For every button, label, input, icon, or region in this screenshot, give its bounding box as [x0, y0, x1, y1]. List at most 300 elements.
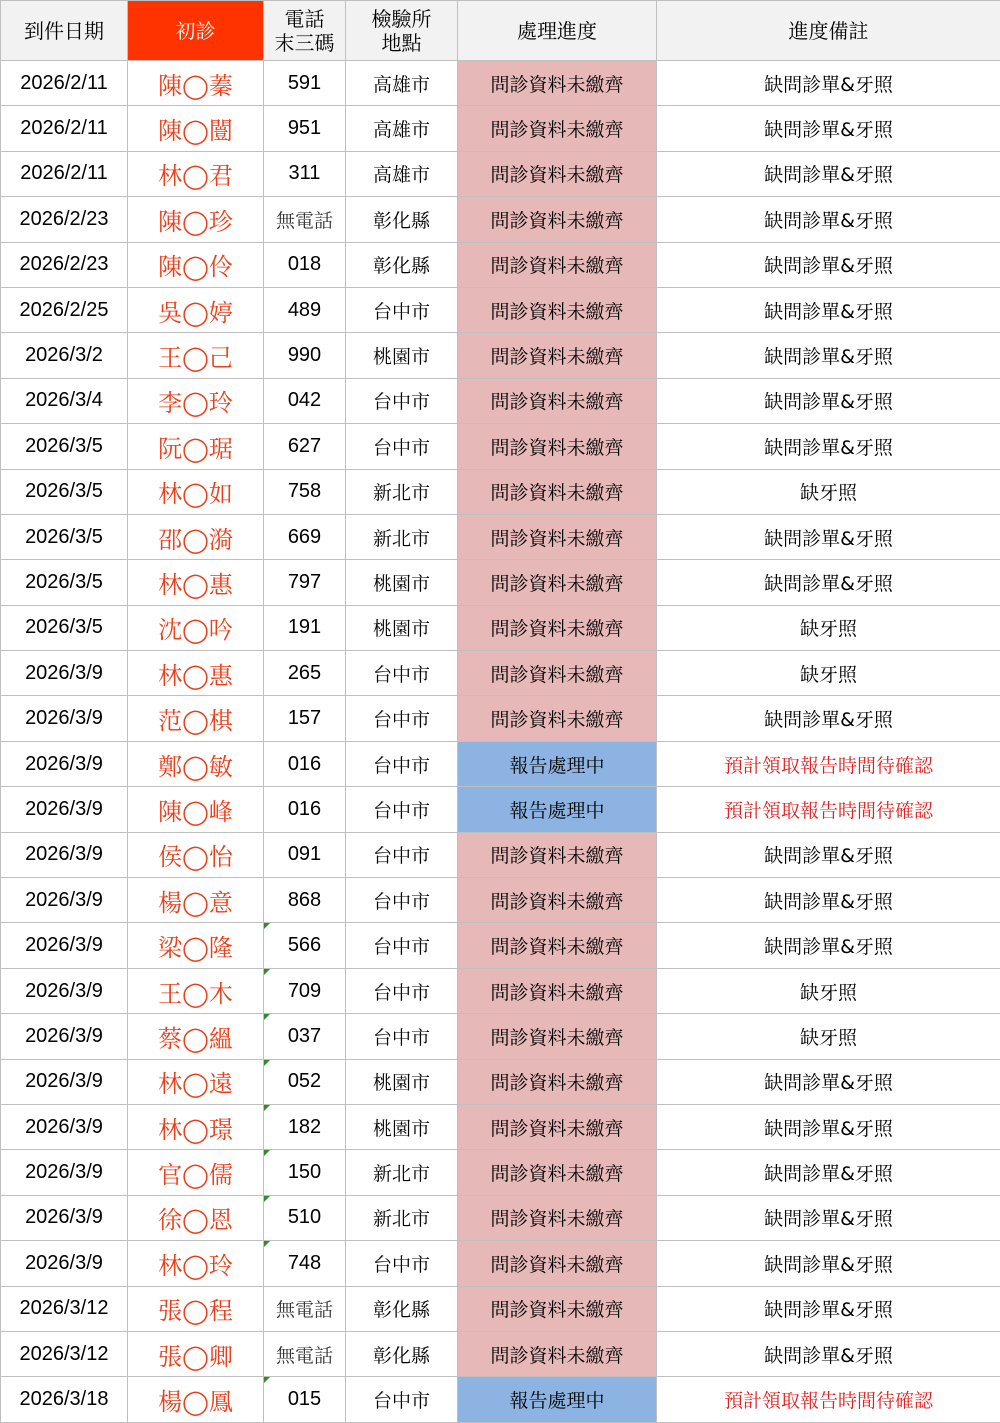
table-row: [1, 287, 1000, 332]
header-phone-line2: 末三碼: [274, 30, 335, 55]
row-date: [1, 1150, 128, 1195]
row-note: [657, 424, 1000, 469]
row-phone-text: 052: [287, 1070, 322, 1093]
row-status: [458, 741, 657, 786]
row-date-text: 2026/3/5: [25, 525, 103, 548]
row-status-text: 問診資料未繳齊: [490, 1299, 624, 1322]
row-note: [657, 1059, 1000, 1104]
row-name: [128, 1104, 264, 1149]
row-date: [1, 1241, 128, 1286]
table-row: [1, 832, 1000, 877]
row-date: [1, 832, 128, 877]
row-date-text: 2026/3/5: [25, 434, 103, 457]
table-row: [1, 605, 1000, 650]
row-status: [458, 605, 657, 650]
row-note: [657, 242, 1000, 287]
row-phone: [264, 61, 346, 106]
row-name: [128, 787, 264, 832]
row-date: [1, 333, 128, 378]
row-note: [657, 378, 1000, 423]
row-date: [1, 378, 128, 423]
row-phone: [264, 151, 346, 196]
row-note: [657, 514, 1000, 559]
table-row: [1, 1014, 1000, 1059]
row-date-text: 2026/2/11: [20, 71, 108, 94]
row-phone-text: 015: [287, 1388, 322, 1411]
row-status: [458, 242, 657, 287]
row-name: [128, 651, 264, 696]
header-place: [346, 1, 458, 61]
row-name: [128, 1331, 264, 1376]
row-place-text: 高雄市: [372, 164, 430, 187]
row-status-text: 問診資料未繳齊: [490, 572, 624, 595]
row-name-text: 楊◯意: [158, 888, 233, 917]
row-status: [458, 1377, 657, 1422]
row-name-text: 林◯遠: [158, 1070, 233, 1099]
row-name-text: 陳◯伶: [158, 253, 233, 282]
row-note: [657, 469, 1000, 514]
row-name-text: 林◯君: [158, 162, 233, 191]
row-name: [128, 1059, 264, 1104]
row-place: [346, 242, 458, 287]
cell-comment-marker-icon: [264, 1060, 270, 1066]
row-date: [1, 61, 128, 106]
row-status-text: 報告處理中: [509, 754, 605, 777]
row-phone: [264, 469, 346, 514]
row-note-text: 缺問診單&牙照: [764, 527, 893, 550]
row-note-text: 缺問診單&牙照: [764, 300, 893, 323]
row-date-text: 2026/2/11: [20, 162, 108, 185]
row-name: [128, 1241, 264, 1286]
row-place-text: 台中市: [372, 754, 430, 777]
row-status-text: 問診資料未繳齊: [490, 936, 624, 959]
row-place: [346, 968, 458, 1013]
row-phone: [264, 1377, 346, 1422]
cell-comment-marker-icon: [264, 969, 270, 975]
table-row: [1, 1241, 1000, 1286]
header-phone: [264, 1, 346, 61]
row-note-text: 缺問診單&牙照: [764, 1344, 893, 1367]
row-status-text: 問診資料未繳齊: [490, 527, 624, 550]
row-place-text: 台中市: [372, 436, 430, 459]
row-phone-text: 265: [287, 661, 322, 684]
cell-comment-marker-icon: [264, 923, 270, 929]
row-date: [1, 923, 128, 968]
row-name-text: 陳◯蓁: [158, 71, 233, 100]
row-date: [1, 424, 128, 469]
row-name: [128, 832, 264, 877]
row-note-text: 缺牙照: [799, 663, 857, 686]
header-row: [1, 1, 1000, 61]
row-phone: [264, 1059, 346, 1104]
row-name-text: 阮◯琚: [158, 434, 233, 463]
row-note-text: 缺問診單&牙照: [764, 1299, 893, 1322]
row-name: [128, 1014, 264, 1059]
row-place-text: 彰化縣: [372, 255, 430, 278]
row-name: [128, 1286, 264, 1331]
row-name: [128, 469, 264, 514]
row-note-text: 缺問診單&牙照: [764, 572, 893, 595]
row-date-text: 2026/3/18: [19, 1388, 109, 1411]
row-place: [346, 651, 458, 696]
row-date: [1, 1331, 128, 1376]
table-row: [1, 878, 1000, 923]
row-date-text: 2026/3/2: [25, 344, 103, 367]
row-name-text: 陳◯峰: [158, 797, 233, 826]
row-note-text: 缺牙照: [799, 618, 857, 641]
row-place-text: 桃園市: [372, 618, 430, 641]
row-note: [657, 605, 1000, 650]
row-note-text: 缺牙照: [799, 482, 857, 505]
row-date-text: 2026/2/25: [19, 298, 109, 321]
row-name-text: 沈◯吟: [158, 616, 233, 645]
row-place: [346, 151, 458, 196]
row-name-text: 侯◯怡: [158, 843, 233, 872]
row-place: [346, 787, 458, 832]
row-status-text: 問診資料未繳齊: [490, 164, 624, 187]
row-note: [657, 968, 1000, 1013]
row-status: [458, 1059, 657, 1104]
row-phone: [264, 878, 346, 923]
row-date: [1, 878, 128, 923]
row-phone-text: 037: [287, 1024, 322, 1047]
row-phone: [264, 424, 346, 469]
row-status-text: 問診資料未繳齊: [490, 1026, 624, 1049]
header-name: 初診: [128, 1, 264, 61]
row-phone-text: 566: [287, 934, 322, 957]
row-place-text: 彰化縣: [372, 1299, 430, 1322]
row-name-text: 蔡◯縕: [158, 1024, 233, 1053]
row-status: [458, 832, 657, 877]
table-row: [1, 1377, 1000, 1422]
row-note: [657, 696, 1000, 741]
row-phone-text: 669: [287, 525, 322, 548]
row-phone-text: 150: [287, 1161, 322, 1184]
row-note: [657, 106, 1000, 151]
row-date: [1, 1059, 128, 1104]
table-row: [1, 106, 1000, 151]
row-name: [128, 333, 264, 378]
row-date: [1, 1014, 128, 1059]
row-phone-text: 709: [287, 979, 322, 1002]
row-place-text: 新北市: [372, 1163, 430, 1186]
table-row: [1, 1331, 1000, 1376]
row-phone-text: 510: [287, 1206, 322, 1229]
row-place-text: 台中市: [372, 300, 430, 323]
row-date-text: 2026/3/9: [25, 1070, 103, 1093]
row-place-text: 台中市: [372, 799, 430, 822]
row-place: [346, 923, 458, 968]
row-place-text: 台中市: [372, 391, 430, 414]
row-status-text: 問診資料未繳齊: [490, 663, 624, 686]
row-phone-text: 無電話: [275, 209, 333, 232]
row-name: [128, 1377, 264, 1422]
table-row: [1, 333, 1000, 378]
row-phone-text: 無電話: [275, 1344, 333, 1367]
row-place: [346, 514, 458, 559]
row-date: [1, 696, 128, 741]
row-date-text: 2026/3/12: [19, 1342, 109, 1365]
row-note-text: 缺問診單&牙照: [764, 209, 893, 232]
row-name: [128, 378, 264, 423]
row-phone: [264, 514, 346, 559]
row-place-text: 台中市: [372, 1390, 430, 1413]
row-date-text: 2026/3/5: [25, 616, 103, 639]
row-note: [657, 1286, 1000, 1331]
row-name: [128, 605, 264, 650]
row-phone: [264, 242, 346, 287]
row-status: [458, 923, 657, 968]
row-name: [128, 741, 264, 786]
row-place-text: 彰化縣: [372, 209, 430, 232]
row-place: [346, 560, 458, 605]
row-phone-text: 016: [287, 752, 322, 775]
row-phone: [264, 1241, 346, 1286]
row-phone-text: 627: [287, 434, 322, 457]
row-note: [657, 1195, 1000, 1240]
row-phone-text: 868: [287, 888, 322, 911]
row-note-text: 缺問診單&牙照: [764, 709, 893, 732]
table-row: [1, 151, 1000, 196]
row-status: [458, 968, 657, 1013]
row-phone-text: 990: [287, 344, 322, 367]
row-status: [458, 696, 657, 741]
row-place: [346, 696, 458, 741]
table-row: [1, 1150, 1000, 1195]
row-place: [346, 1104, 458, 1149]
row-status: [458, 878, 657, 923]
row-date-text: 2026/3/12: [19, 1297, 109, 1320]
row-status: [458, 1286, 657, 1331]
row-phone: [264, 287, 346, 332]
row-status-text: 問診資料未繳齊: [490, 618, 624, 641]
row-date: [1, 968, 128, 1013]
cell-comment-marker-icon: [264, 1241, 270, 1247]
row-phone: [264, 106, 346, 151]
row-phone-text: 無電話: [275, 1299, 333, 1322]
row-status-text: 問診資料未繳齊: [490, 300, 624, 323]
row-status: [458, 1014, 657, 1059]
row-place: [346, 1014, 458, 1059]
row-name-text: 李◯玲: [158, 389, 233, 418]
row-place: [346, 605, 458, 650]
row-place-text: 桃園市: [372, 1072, 430, 1095]
row-note: [657, 878, 1000, 923]
row-date: [1, 787, 128, 832]
row-name-text: 林◯玲: [158, 1251, 233, 1280]
row-status-text: 報告處理中: [509, 1390, 605, 1413]
row-name: [128, 514, 264, 559]
row-place: [346, 469, 458, 514]
table-row: [1, 1059, 1000, 1104]
row-note: [657, 287, 1000, 332]
row-place: [346, 197, 458, 242]
row-status: [458, 1195, 657, 1240]
row-date-text: 2026/3/9: [25, 888, 103, 911]
row-phone: [264, 378, 346, 423]
row-date-text: 2026/3/9: [25, 707, 103, 730]
row-status: [458, 197, 657, 242]
cell-comment-marker-icon: [264, 1196, 270, 1202]
row-name-text: 梁◯隆: [158, 934, 233, 963]
row-place: [346, 878, 458, 923]
row-date-text: 2026/3/9: [25, 1115, 103, 1138]
row-status-text: 問診資料未繳齊: [490, 119, 624, 142]
row-place-text: 新北市: [372, 482, 430, 505]
row-place: [346, 832, 458, 877]
row-name: [128, 106, 264, 151]
row-phone-text: 489: [287, 298, 322, 321]
row-phone: [264, 605, 346, 650]
row-phone-text: 091: [287, 843, 322, 866]
row-place-text: 新北市: [372, 1208, 430, 1231]
row-date: [1, 197, 128, 242]
row-date: [1, 1195, 128, 1240]
row-note-text: 缺問診單&牙照: [764, 436, 893, 459]
row-name-text: 吳◯婷: [158, 298, 233, 327]
row-phone-text: 591: [287, 71, 322, 94]
row-name: [128, 1195, 264, 1240]
table-row: [1, 968, 1000, 1013]
row-note: [657, 1014, 1000, 1059]
table-row: [1, 560, 1000, 605]
row-status: [458, 469, 657, 514]
row-status: [458, 514, 657, 559]
row-status-text: 問診資料未繳齊: [490, 1208, 624, 1231]
row-phone: [264, 968, 346, 1013]
row-note-text: 缺問診單&牙照: [764, 845, 893, 868]
row-note: [657, 741, 1000, 786]
row-phone-text: 018: [287, 253, 322, 276]
header-place-line2: 地點: [381, 30, 422, 55]
row-phone: [264, 1014, 346, 1059]
table-row: [1, 923, 1000, 968]
row-place: [346, 1059, 458, 1104]
table-body: [1, 61, 1000, 1423]
row-name: [128, 1150, 264, 1195]
row-name-text: 張◯卿: [158, 1342, 233, 1371]
row-status-text: 問診資料未繳齊: [490, 890, 624, 913]
row-note: [657, 333, 1000, 378]
row-place: [346, 741, 458, 786]
row-date-text: 2026/3/4: [25, 389, 103, 412]
row-note-text: 缺問診單&牙照: [764, 1163, 893, 1186]
row-place-text: 台中市: [372, 663, 430, 686]
row-phone-text: 016: [287, 797, 322, 820]
row-date-text: 2026/3/9: [25, 1251, 103, 1274]
row-status: [458, 106, 657, 151]
row-place: [346, 1150, 458, 1195]
row-note-text: 缺問診單&牙照: [764, 255, 893, 278]
row-note-text: 缺問診單&牙照: [764, 346, 893, 369]
row-note-text: 缺牙照: [799, 1026, 857, 1049]
row-status-text: 問診資料未繳齊: [490, 845, 624, 868]
row-name-text: 邵◯漪: [158, 525, 233, 554]
row-date-text: 2026/3/5: [25, 570, 103, 593]
row-phone: [264, 651, 346, 696]
row-phone: [264, 560, 346, 605]
row-date: [1, 242, 128, 287]
row-date-text: 2026/3/9: [25, 843, 103, 866]
row-phone: [264, 1286, 346, 1331]
table-row: [1, 787, 1000, 832]
row-name-text: 林◯惠: [158, 570, 233, 599]
row-place-text: 台中市: [372, 981, 430, 1004]
row-date-text: 2026/3/5: [25, 480, 103, 503]
row-place-text: 台中市: [372, 936, 430, 959]
header-note: 進度備註: [657, 1, 1000, 61]
row-name-text: 楊◯鳳: [158, 1388, 233, 1417]
row-note-text: 缺問診單&牙照: [764, 164, 893, 187]
row-note: [657, 832, 1000, 877]
table-row: [1, 741, 1000, 786]
row-note: [657, 1241, 1000, 1286]
header-date: 到件日期: [1, 1, 128, 61]
row-date-text: 2026/3/9: [25, 661, 103, 684]
row-name-text: 張◯程: [158, 1297, 233, 1326]
row-place-text: 桃園市: [372, 1117, 430, 1140]
row-place: [346, 1286, 458, 1331]
header-status: 處理進度: [458, 1, 657, 61]
row-date-text: 2026/3/9: [25, 934, 103, 957]
table-row: [1, 696, 1000, 741]
row-name-text: 徐◯恩: [158, 1206, 233, 1235]
row-place: [346, 287, 458, 332]
row-status: [458, 287, 657, 332]
row-note-text: 缺問診單&牙照: [764, 119, 893, 142]
row-phone-text: 797: [287, 570, 322, 593]
row-phone: [264, 696, 346, 741]
row-note-text: 缺問診單&牙照: [764, 1208, 893, 1231]
row-note-text: 預計領取報告時間待確認: [723, 1390, 933, 1413]
row-status-text: 問診資料未繳齊: [490, 1072, 624, 1095]
row-status-text: 問診資料未繳齊: [490, 1344, 624, 1367]
row-phone-text: 182: [287, 1115, 322, 1138]
row-date: [1, 514, 128, 559]
row-name: [128, 151, 264, 196]
row-phone-text: 311: [288, 162, 321, 185]
row-name: [128, 242, 264, 287]
row-date: [1, 1104, 128, 1149]
row-phone-text: 748: [287, 1251, 322, 1274]
cell-comment-marker-icon: [264, 1105, 270, 1111]
row-date-text: 2026/2/23: [19, 253, 109, 276]
row-note: [657, 1331, 1000, 1376]
row-place-text: 台中市: [372, 845, 430, 868]
row-place-text: 台中市: [372, 1253, 430, 1276]
row-status: [458, 651, 657, 696]
row-name: [128, 696, 264, 741]
row-status-text: 問診資料未繳齊: [490, 391, 624, 414]
table-row: [1, 378, 1000, 423]
row-status-text: 報告處理中: [509, 799, 605, 822]
row-note: [657, 1150, 1000, 1195]
row-note-text: 預計領取報告時間待確認: [723, 754, 933, 777]
row-status: [458, 424, 657, 469]
row-name-text: 鄭◯敏: [158, 752, 233, 781]
row-note: [657, 61, 1000, 106]
row-place: [346, 1241, 458, 1286]
row-name: [128, 878, 264, 923]
row-name-text: 王◯木: [158, 979, 233, 1008]
row-note: [657, 1377, 1000, 1422]
row-status-text: 問診資料未繳齊: [490, 1117, 624, 1140]
row-place-text: 彰化縣: [372, 1344, 430, 1367]
row-name-text: 陳◯珍: [158, 207, 233, 236]
row-phone: [264, 787, 346, 832]
row-date: [1, 1286, 128, 1331]
row-note-text: 缺問診單&牙照: [764, 391, 893, 414]
